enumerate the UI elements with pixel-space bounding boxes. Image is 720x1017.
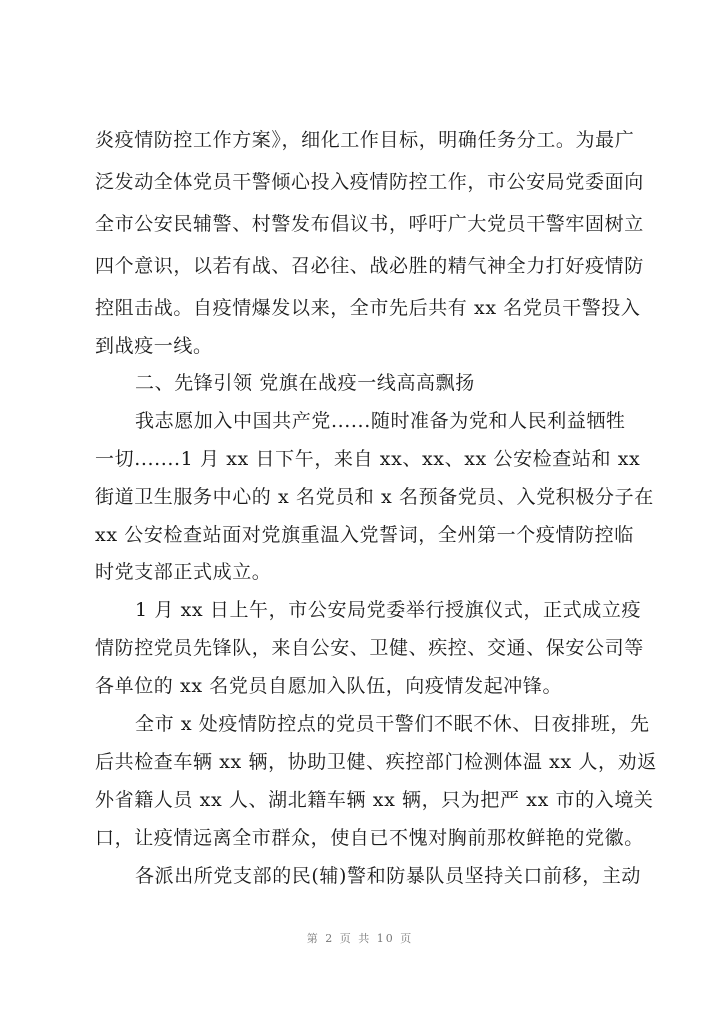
paragraph-line: 街道卫生服务中心的 x 名党员和 x 名预备党员、入党积极分子在 <box>95 486 654 508</box>
paragraph-line: 炎疫情防控工作方案》，细化工作目标，明确任务分工。为最广 <box>95 129 635 151</box>
paragraph-line: 控阻击战。自疫情爆发以来，全市先后共有 xx 名党员干警投入 <box>95 297 641 319</box>
paragraph-line: 时党支部正式成立。 <box>95 561 272 583</box>
paragraph-line: 泛发动全体党员干警倾心投入疫情防控工作，市公安局党委面向 <box>95 171 644 193</box>
paragraph-line: 到战疫一线。 <box>95 335 213 357</box>
paragraph-line: 外省籍人员 xx 人、湖北籍车辆 xx 辆，只为把严 xx 市的入境关 <box>95 789 654 811</box>
paragraph-line: 四个意识，以若有战、召必往、战必胜的精气神全力打好疫情防 <box>95 255 644 277</box>
paragraph-line: 口，让疫情远离全市群众，使自已不愧对胸前那枚鲜艳的党徽。 <box>95 827 644 849</box>
paragraph-line: 1 月 xx 日上午，市公安局党委举行授旗仪式，正式成立疫 <box>135 599 642 621</box>
page-number-footer: 第 2 页 共 10 页 <box>306 932 414 945</box>
paragraph-line: 全市公安民辅警、村警发布倡议书，呼吁广大党员干警牢固树立 <box>95 213 644 235</box>
paragraph-line: 情防控党员先锋队，来自公安、卫健、疾控、交通、保安公司等 <box>95 637 644 659</box>
paragraph-line: 各派出所党支部的民(辅)警和防暴队员坚持关口前移，主动 <box>135 865 642 887</box>
paragraph-line: 全市 x 处疫情防控点的党员干警们不眠不休、日夜排班，先 <box>135 713 650 735</box>
paragraph-line: xx 公安检查站面对党旗重温入党誓词，全州第一个疫情防控临 <box>95 524 634 546</box>
paragraph-line: 后共检查车辆 xx 辆，协助卫健、疾控部门检测体温 xx 人，劝返 <box>95 751 657 773</box>
paragraph-line: 一切.......1 月 xx 日下午，来自 xx、xx、xx 公安检查站和 xx <box>95 448 641 470</box>
paragraph-line: 各单位的 xx 名党员自愿加入队伍，向疫情发起冲锋。 <box>95 675 563 697</box>
paragraph-line: 我志愿加入中国共产党......随时准备为党和人民利益牺牲 <box>135 410 626 432</box>
section-heading: 二、先锋引领 党旗在战疫一线高高飘扬 <box>135 372 475 394</box>
